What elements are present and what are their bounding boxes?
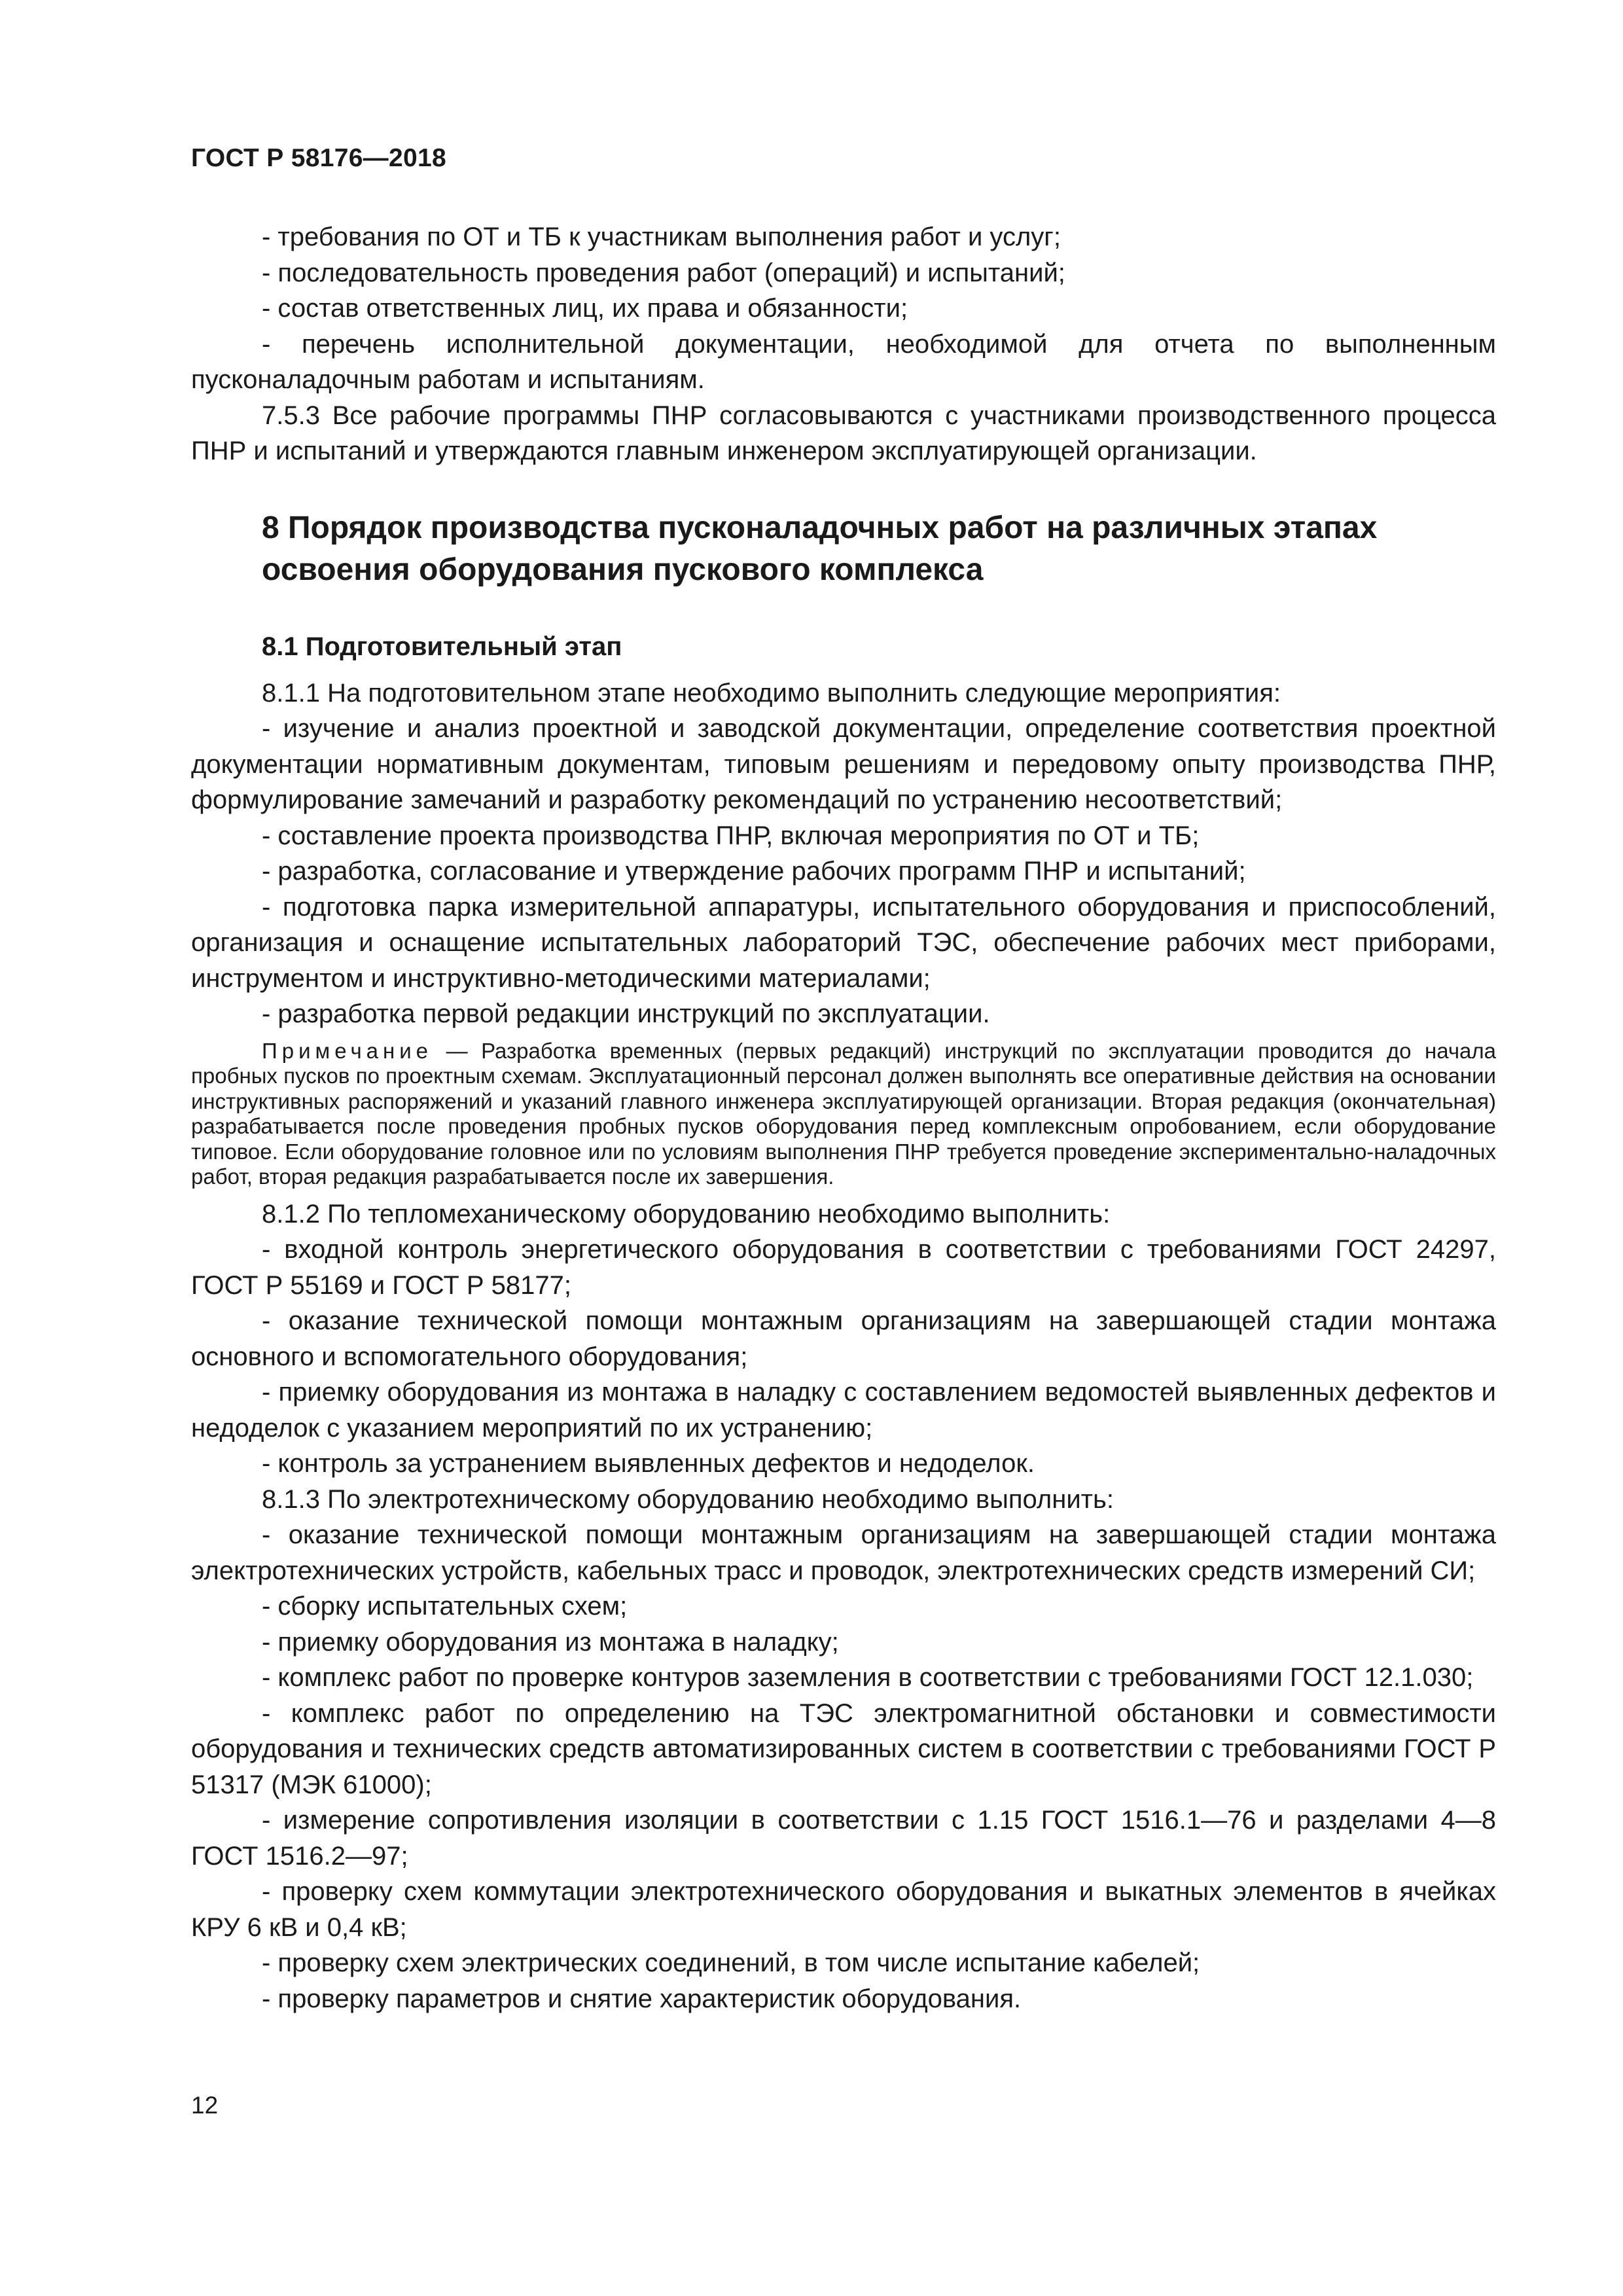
clause-7-5-3: 7.5.3 Все рабочие программы ПНР согласовываются с участниками производственного процесса ПНР и испытаний и утверждаются главным инженером эксплуатирующей организации. bbox=[191, 401, 1496, 465]
list-item: - последовательность проведения работ (операций) и испытаний; bbox=[262, 258, 1065, 287]
clause-8-1-3: 8.1.3 По электротехническому оборудованию необходимо выполнить: bbox=[262, 1484, 1114, 1514]
clause-8-1-1: 8.1.1 На подготовительном этапе необходимо выполнить следующие мероприятия: bbox=[262, 678, 1281, 708]
note-label: Примечание bbox=[262, 1038, 433, 1063]
list-item: - приемку оборудования из монтажа в наладку с составлением ведомостей выявленных дефектов и недоделок с указанием мероприятий по их устранению; bbox=[191, 1378, 1496, 1443]
list-item: - измерение сопротивления изоляции в соответствии с 1.15 ГОСТ 1516.1—76 и разделами 4—8 ГОСТ 1516.2—97; bbox=[191, 1806, 1496, 1871]
list-item: - проверку схем коммутации электротехнического оборудования и выкатных элементов в ячейках КРУ 6 кВ и 0,4 кВ; bbox=[191, 1877, 1496, 1942]
list-item: - проверку схем электрических соединений, в том числе испытание кабелей; bbox=[262, 1948, 1200, 1977]
document-code-header: ГОСТ Р 58176—2018 bbox=[191, 144, 446, 172]
list-item: - сборку испытательных схем; bbox=[262, 1592, 628, 1621]
list-item: - контроль за устранением выявленных дефектов и недоделок. bbox=[262, 1449, 1035, 1478]
clause-8-1-2: 8.1.2 По тепломеханическому оборудованию необходимо выполнить: bbox=[262, 1199, 1111, 1229]
list-item: - составление проекта производства ПНР, включая мероприятия по ОТ и ТБ; bbox=[262, 821, 1200, 850]
list-item: - требования по ОТ и ТБ к участникам выполнения работ и услуг; bbox=[262, 223, 1061, 251]
list-item: - разработка, согласование и утверждение рабочих программ ПНР и испытаний; bbox=[262, 857, 1246, 886]
document-body bbox=[191, 219, 1496, 2017]
list-item: - входной контроль энергетического оборудования в соответствии с требованиями ГОСТ 24297, ГОСТ Р 55169 и ГОСТ Р 58177; bbox=[191, 1235, 1496, 1300]
list-item: - проверку параметров и снятие характеристик оборудования. bbox=[262, 1984, 1022, 2013]
list-item: - изучение и анализ проектной и заводской документации, определение соответствия проектной документации нормативным документам, типовым решениям и передовому опыту производства ПНР, формулирование замечаний и разработку рекомендаций по устранению несоответствий; bbox=[191, 714, 1496, 814]
list-item: - комплекс работ по проверке контуров заземления в соответствии с требованиями ГОСТ 12.1.030; bbox=[262, 1663, 1474, 1692]
note-text: — Разработка временных (первых редакций) инструкций по эксплуатации проводится до начала пробных пусков по проектным схемам. Эксплуатационный персонал должен выполнять все оперативные действия на основании инструктивных распоряжений и указаний главного инженера эксплуатирующей организации. Вторая редакция (окончательная) разрабатывается после проведения пробных пусков оборудования перед комплексным опробованием, если оборудование типовое. Если оборудование головное или по условиям выполнения ПНР требуется проведение экспериментально-наладочных работ, вторая редакция разрабатывается после их завершения. bbox=[191, 1038, 1496, 1189]
section-8-heading: 8 Порядок производства пусконаладочных работ на различных этапах освоения оборудования пускового комплекса bbox=[262, 510, 1378, 587]
list-item: - приемку оборудования из монтажа в наладку; bbox=[262, 1627, 839, 1657]
list-item: - оказание технической помощи монтажным организациям на завершающей стадии монтажа основного и вспомогательного оборудования; bbox=[191, 1306, 1496, 1371]
page-number: 12 bbox=[191, 2092, 219, 2119]
list-item: - разработка первой редакции инструкций по эксплуатации. bbox=[262, 999, 990, 1028]
subsection-8-1-heading: 8.1 Подготовительный этап bbox=[262, 632, 622, 661]
note-block bbox=[191, 1039, 1496, 1190]
list-item: - подготовка парка измерительной аппаратуры, испытательного оборудования и приспособлений, организация и оснащение испытательных лабораторий ТЭС, обеспечение рабочих мест приборами, инструментом и инструктивно-методическими материалами; bbox=[191, 892, 1496, 993]
list-item: - перечень исполнительной документации, необходимой для отчета по выполненным пусконаладочным работам и испытаниям. bbox=[191, 329, 1496, 394]
list-item: - состав ответственных лиц, их права и обязанности; bbox=[262, 294, 908, 323]
list-item: - оказание технической помощи монтажным организациям на завершающей стадии монтажа электротехнических устройств, кабельных трасс и проводок, электротехнических средств измерений СИ; bbox=[191, 1520, 1496, 1585]
list-item: - комплекс работ по определению на ТЭС электромагнитной обстановки и совместимости оборудования и технических средств автоматизированных систем в соответствии с требованиями ГОСТ Р 51317 (МЭК 61000); bbox=[191, 1698, 1496, 1799]
